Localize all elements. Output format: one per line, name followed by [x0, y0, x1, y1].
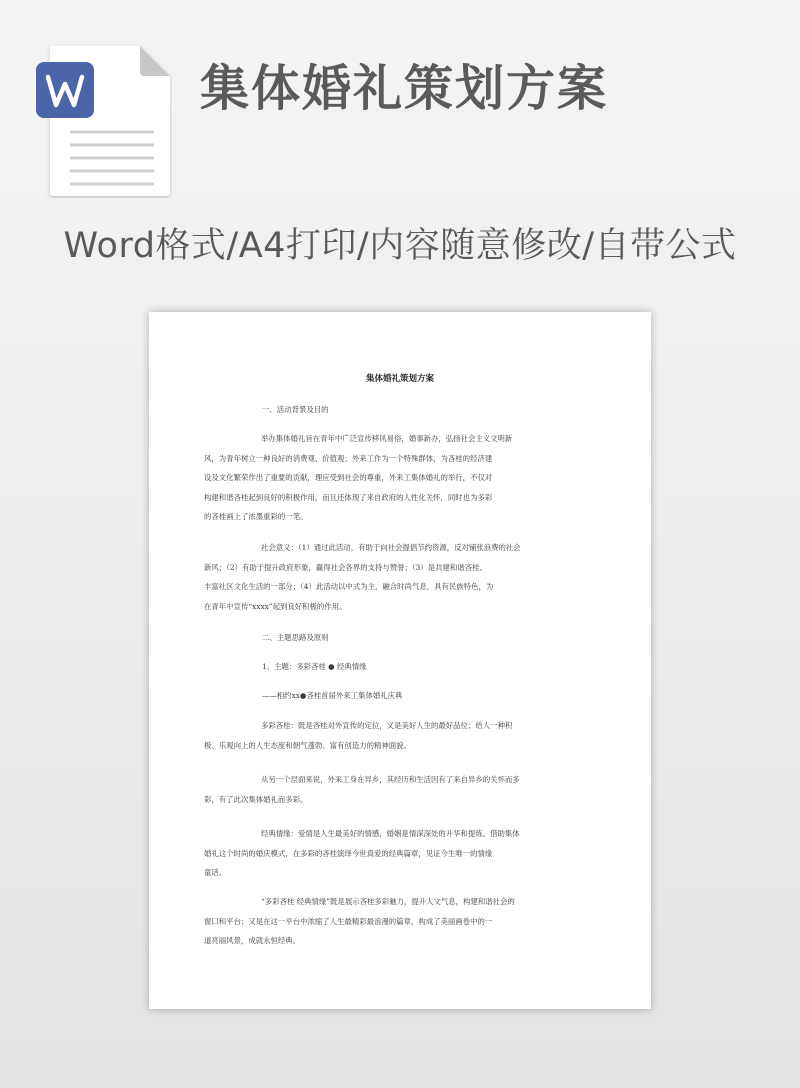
theme-subline: ——相约xx●吝桂首届外来工集体婚礼庆典 — [262, 691, 403, 700]
document-title: 集体婚礼策划方案 — [365, 374, 434, 384]
banner-subtitle: Word格式/A4打印/内容随意修改/自带公式 — [63, 226, 737, 266]
section-heading-background: 一、活动背景及目的 — [262, 405, 329, 414]
word-document-icon — [36, 44, 172, 198]
theme-line: 1、主题：多彩吝桂 ● 经典情缘 — [262, 662, 367, 671]
paragraph-colorful: 多彩吝桂：既是吝桂对外宣传的定位，又是美好人生的最好品位；给人一种积 极、乐观向上的人生态度和朝气蓬勃、富有创造力的精神面貌。 — [204, 721, 513, 750]
banner-title: 集体婚礼策划方案 — [200, 60, 609, 117]
paragraph-social-significance: 社会意义：（1）通过此活动，有助于向社会提倡节约资源，反对铺张浪费的社会 新风；（2）有助于提升政府形象，赢得社会各界的支持与赞誉；（3）是共建和谐吝桂、 丰富社区文化生活的一部分；（4）此活动以中式为主，融合时尚气息，具有民族特色，为 在青年中宣传“xxxx”起到良好积极的作用。 — [204, 543, 521, 611]
document-page — [149, 312, 651, 1009]
paragraph-another-level: 从另一个层面来说，外来工身在异乡，其经历和生活因有了来自异乡的关怀而多 彩，有了此次集体婚礼而多彩。 — [204, 775, 520, 804]
paragraph-background: 举办集体婚礼旨在青年中广泛宣传移风易俗，婚事新办，弘扬社会主义文明新 风，为青年树立一种良好的消费观、价值观；外来工作为一个特殊群体，为吝桂的经济建 设及文化繁荣作出了重要的贡献，理应受到社会的尊重，外来工集体婚礼的举行，不仅对 构建和谐吝桂起到良好的积极作用，而且还体现了来自政府的人性化关怀，同时也为多彩 的吝桂画上了浓墨重彩的一笔。 — [204, 434, 513, 521]
section-heading-theme: 二、主题思路及原则 — [262, 633, 329, 642]
paragraph-summary: “多彩吝桂 经典情缘”既是展示吝桂多彩魅力，提升人文气息，构建和谐社会的 窗口和平台；又是在这一平台中浓缩了人生最精彩最浪漫的篇章，构成了美丽画卷中的一 道亮丽风景，成就永恒经典。 — [204, 897, 515, 945]
paragraph-classic-love: 经典情缘：爱情是人生最美好的情感，婚姻是情深深处的升华和提炼，借助集体 婚礼这个时尚的婚庆模式，在多彩的吝桂演绎今世真爱的经典篇章，见证今生唯一的情缘 童话。 — [204, 829, 520, 877]
